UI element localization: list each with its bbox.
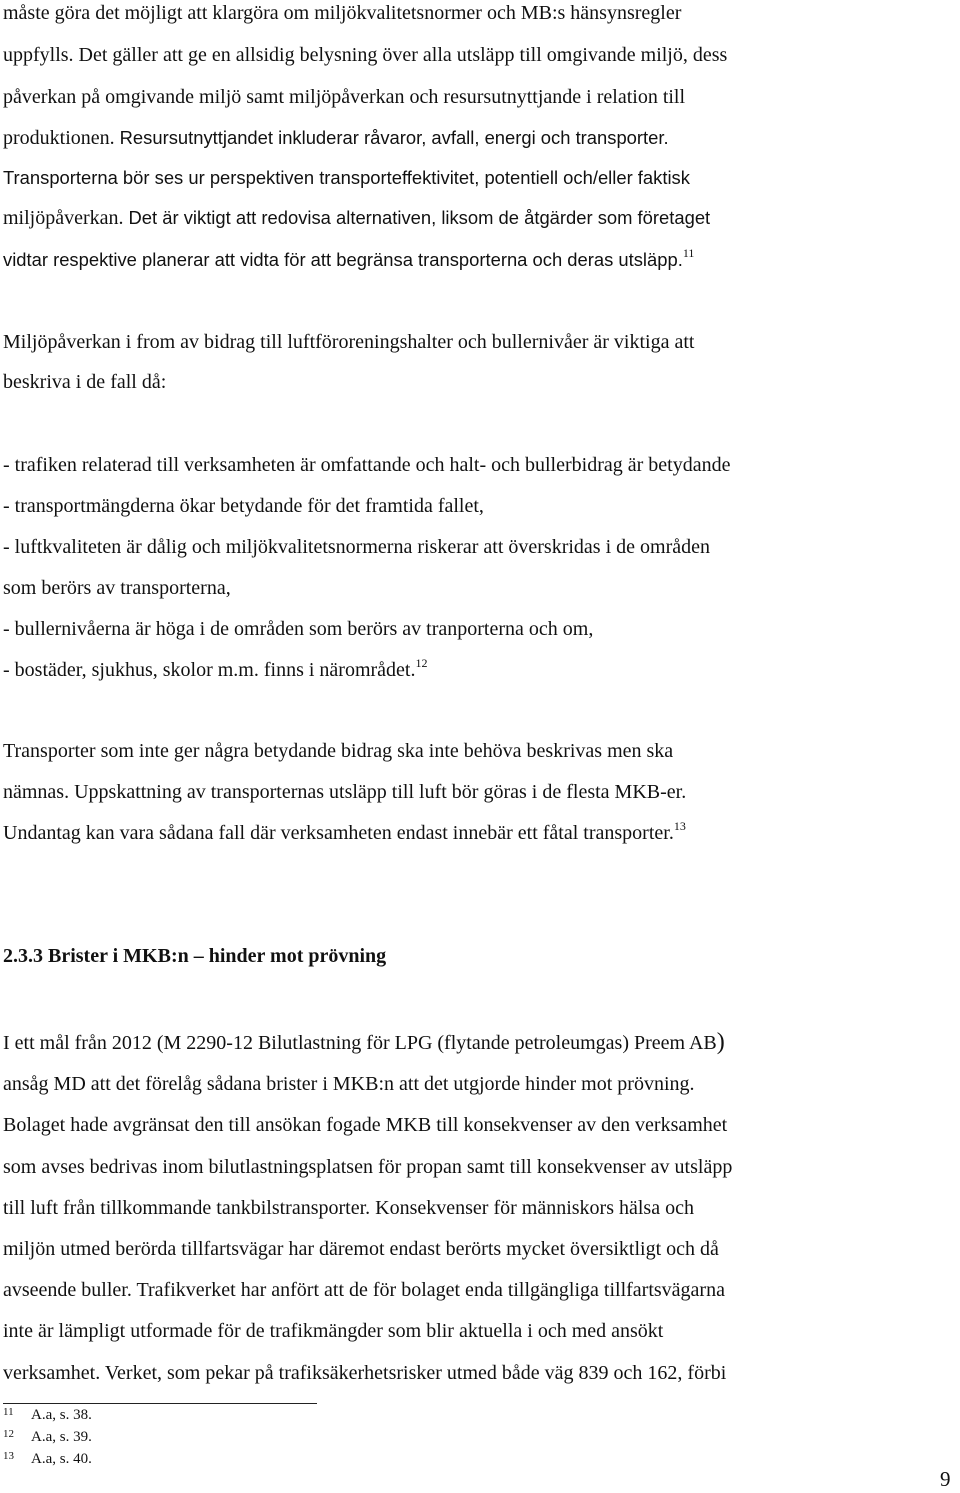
paragraph-3-line-1: Transporter som inte ger några betydande bidrag ska inte behöva beskrivas men ska (3, 740, 674, 762)
paragraph-1-line-4-start: produktionen. (3, 127, 120, 149)
list-item-5 (3, 657, 427, 685)
paragraph-1-line-7 (3, 247, 694, 275)
list-item-5-text: - bostäder, sjukhus, skolor m.m. finns i närområdet. (3, 659, 416, 681)
paragraph-2-line-2: beskriva i de fall då: (3, 371, 167, 393)
paragraph-1-line-6-sans: Det är viktigt att redovisa alternativen, liksom de åtgärder som företaget (128, 207, 711, 228)
list-item-4: - bullernivåerna är höga i de områden som berörs av tranporterna och om, (3, 618, 594, 640)
paragraph-4-line-1-paren: ) (716, 1029, 725, 1055)
paragraph-1-line-6 (3, 205, 710, 231)
paragraph-1-line-5: Transporterna bör ses ur perspektiven transporteffektivitet, potentiell och/eller faktisk (3, 167, 690, 188)
paragraph-4-line-9: verksamhet. Verket, som pekar på trafiksäkerhetsrisker utmed både väg 839 och 162, förbi (3, 1362, 727, 1384)
list-item-3-continued: som berörs av transporterna, (3, 577, 231, 599)
paragraph-3-line-3-text: Undantag kan vara sådana fall där verksamheten endast innebär ett fåtal transporter. (3, 822, 674, 844)
paragraph-1-line-3: påverkan på omgivande miljö samt miljöpåverkan och resursutnyttjande i relation till (3, 86, 686, 108)
paragraph-4-line-1 (3, 1029, 725, 1056)
footnote-ref-12[interactable]: 12 (415, 656, 428, 670)
paragraph-4-line-2: ansåg MD att det förelåg sådana brister i MKB:n att det utgjorde hinder mot prövning. (3, 1073, 695, 1095)
paragraph-3-line-3 (3, 820, 686, 848)
paragraph-1-line-6-start: miljöpåverkan. (3, 207, 129, 229)
list-item-3: - luftkvaliteten är dålig och miljökvalitetsnormerna riskerar att överskridas i de områden (3, 536, 710, 558)
footnote-ref-13[interactable]: 13 (673, 819, 686, 833)
section-heading: 2.3.3 Brister i MKB:n – hinder mot prövning (3, 945, 387, 967)
footnote-11 (3, 1406, 92, 1425)
paragraph-2-line-1: Miljöpåverkan i from av bidrag till luftföroreningshalter och bullernivåer är viktiga att (3, 331, 695, 353)
paragraph-4-line-5: till luft från tillkommande tankbilstransporter. Konsekvenser för människors hälsa och (3, 1197, 694, 1219)
footnote-11-text: A.a, s. 38. (31, 1407, 92, 1423)
paragraph-1-line-7-text: vidtar respektive planerar att vidta för att begränsa transporterna och deras utsläpp. (3, 249, 683, 270)
footnote-12-number: 12 (3, 1428, 14, 1440)
footnote-13-number: 13 (3, 1450, 14, 1462)
page-number: 9 (940, 1467, 951, 1491)
footnote-ref-11[interactable]: 11 (682, 246, 695, 260)
paragraph-4-line-6: miljön utmed berörda tillfartsvägar har däremot endast berörts mycket översiktligt och då (3, 1238, 719, 1260)
paragraph-4-line-8: inte är lämpligt utformade för de trafikmängder som blir aktuella i och med ansökt (3, 1320, 664, 1342)
list-item-1: - trafiken relaterad till verksamheten är omfattande och halt- och bullerbidrag är betydande (3, 454, 731, 476)
footnote-13-text: A.a, s. 40. (31, 1451, 92, 1467)
footnote-12-text: A.a, s. 39. (31, 1429, 92, 1445)
footnote-13 (3, 1450, 92, 1469)
paragraph-1-line-1: måste göra det möjligt att klargöra om miljökvalitetsnormer och MB:s hänsynsregler (3, 2, 682, 24)
footnote-11-number: 11 (3, 1406, 14, 1418)
paragraph-4-line-4: som avses bedrivas inom bilutlastningsplatsen för propan samt till konsekvenser av utsläpp (3, 1156, 733, 1178)
paragraph-1-line-4 (3, 125, 669, 151)
paragraph-4-line-7: avseende buller. Trafikverket har anfört att de för bolaget enda tillgängliga tillfartsvägarna (3, 1279, 725, 1301)
list-item-2: - transportmängderna ökar betydande för det framtida fallet, (3, 495, 484, 517)
footnote-12 (3, 1428, 92, 1447)
paragraph-3-line-2: nämnas. Uppskattning av transporternas utsläpp till luft bör göras i de flesta MKB-er. (3, 781, 687, 803)
paragraph-4-line-3: Bolaget hade avgränsat den till ansökan fogade MKB till konsekvenser av den verksamhet (3, 1114, 728, 1136)
paragraph-1-line-2: uppfylls. Det gäller att ge en allsidig belysning över alla utsläpp till omgivande miljö, dess (3, 44, 728, 66)
footnote-separator (3, 1403, 317, 1404)
paragraph-1-line-4-sans: Resursutnyttjandet inkluderar råvaror, avfall, energi och transporter. (119, 127, 669, 148)
paragraph-4-line-1-text: I ett mål från 2012 (M 2290-12 Bilutlastning för LPG (flytande petroleumgas) Preem AB (3, 1032, 717, 1054)
